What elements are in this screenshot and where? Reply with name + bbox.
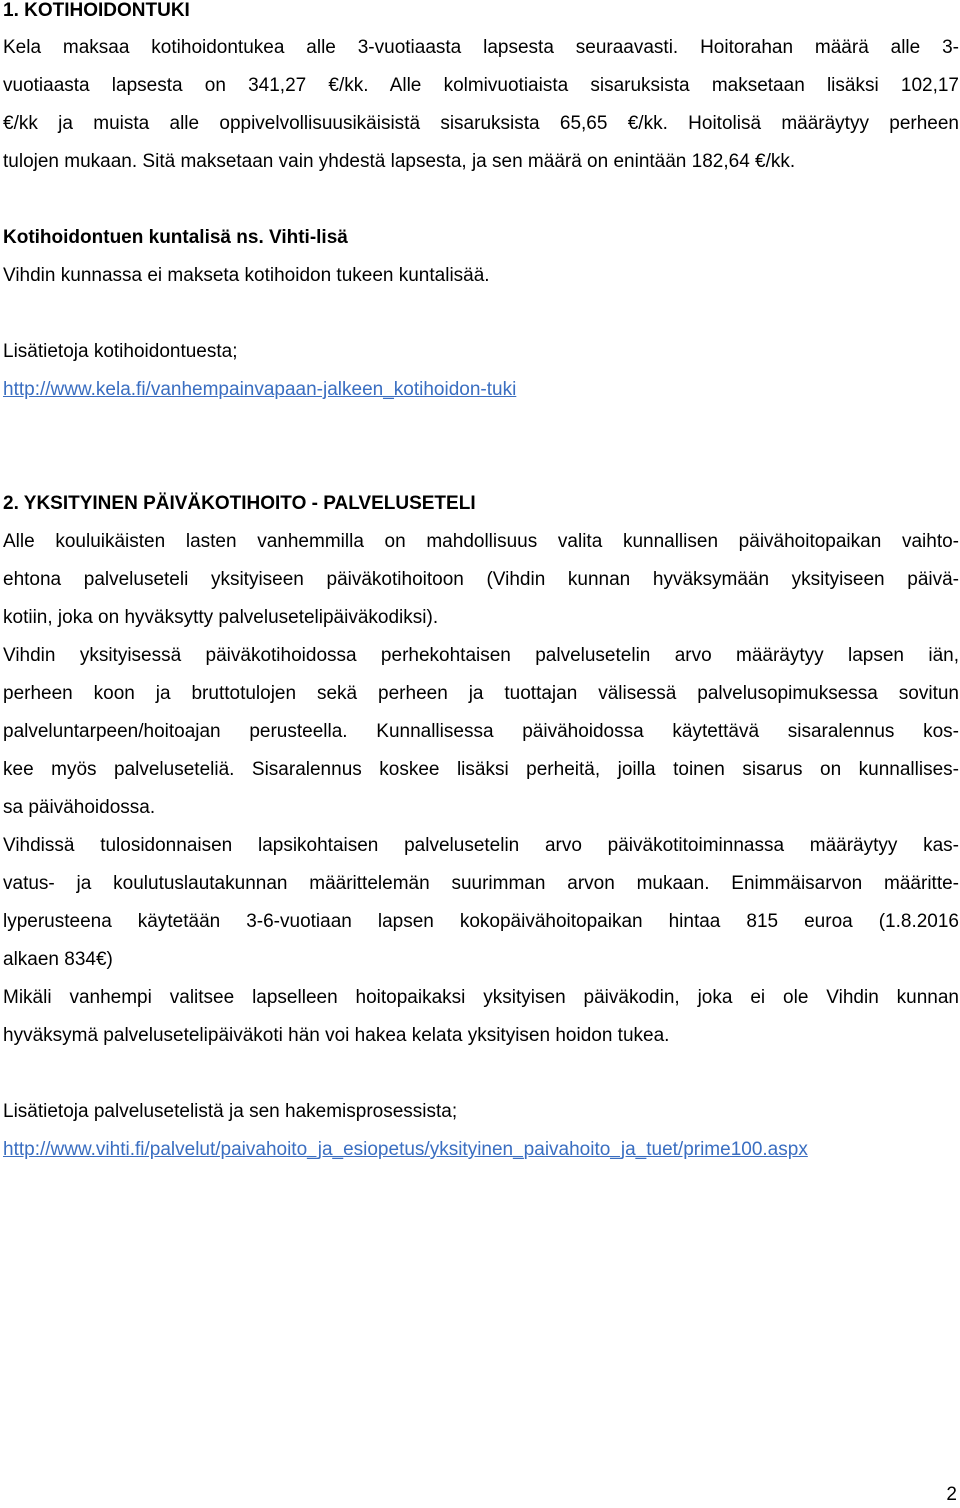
section2-heading: 2. YKSITYINEN PÄIVÄKOTIHOITO - PALVELUSETELI: [3, 493, 476, 514]
section2-line-5: perheen koon ja bruttotulojen sekä perheen ja tuottajan välisessä palvelusopimuksessa sovitun: [3, 683, 959, 704]
section2-line-7: kee myös palveluseteliä. Sisaralennus koskee lisäksi perheitä, joilla toinen sisarus on kunnallises-: [3, 759, 959, 780]
section1-line-3: €/kk ja muista alle oppivelvollisuusikäisistä sisaruksista 65,65 €/kk. Hoitolisä määräytyy perheen: [3, 113, 959, 134]
section1-line-4: tulojen mukaan. Sitä maksetaan vain yhdestä lapsesta, ja sen määrä on enintään 182,64 €/kk.: [3, 151, 796, 172]
page-number: 2: [946, 1484, 957, 1505]
section2-line-4: Vihdin yksityisessä päiväkotihoidossa perhekohtaisen palvelusetelin arvo määräytyy lapsen iän,: [3, 645, 959, 666]
kela-link[interactable]: http://www.kela.fi/vanhempainvapaan-jalkeen_kotihoidon-tuki: [3, 379, 517, 400]
section2-line-8: sa päivähoidossa.: [3, 797, 156, 818]
section2-line-1: Alle kouluikäisten lasten vanhemmilla on mahdollisuus valita kunnallisen päivähoitopaikan vaihto-: [3, 531, 959, 552]
section2-line-13: Mikäli vanhempi valitsee lapselleen hoitopaikaksi yksityisen päiväkodin, joka ei ole Vihdin kunnan: [3, 987, 959, 1008]
section2-info-label: Lisätietoja palvelusetelistä ja sen hakemisprosessista;: [3, 1101, 458, 1122]
vihti-link[interactable]: http://www.vihti.fi/palvelut/paivahoito_ja_esiopetus/yksityinen_paivahoito_ja_tuet/prime100.aspx: [3, 1139, 808, 1160]
section1-subheading: Kotihoidontuen kuntalisä ns. Vihti-lisä: [3, 227, 348, 248]
section2-line-6: palveluntarpeen/hoitoajan perusteella. Kunnallisessa päivähoidossa käytettävä sisaralennus kos-: [3, 721, 959, 742]
section2-line-14: hyväksymä palvelusetelipäiväkoti hän voi hakea kelata yksityisen hoidon tukea.: [3, 1025, 670, 1046]
section1-info-label: Lisätietoja kotihoidontuesta;: [3, 341, 238, 362]
section2-line-12: alkaen 834€): [3, 949, 113, 970]
section1-sub-text: Vihdin kunnassa ei makseta kotihoidon tukeen kuntalisää.: [3, 265, 490, 286]
section1-heading: 1. KOTIHOIDONTUKI: [3, 0, 190, 21]
section2-line-3: kotiin, joka on hyväksytty palvelusetelipäiväkodiksi).: [3, 607, 439, 628]
section2-line-11: lyperusteena käytetään 3-6-vuotiaan lapsen kokopäivähoitopaikan hintaa 815 euroa (1.8.2016: [3, 911, 959, 932]
section2-line-9: Vihdissä tulosidonnaisen lapsikohtaisen palvelusetelin arvo päiväkotitoiminnassa määräytyy kas-: [3, 835, 959, 856]
section1-line-1: Kela maksaa kotihoidontukea alle 3-vuotiaasta lapsesta seuraavasti. Hoitorahan määrä alle 3-: [3, 37, 959, 58]
section1-line-2: vuotiaasta lapsesta on 341,27 €/kk. Alle kolmivuotiaista sisaruksista maksetaan lisäksi 102,17: [3, 75, 959, 96]
section2-line-2: ehtona palveluseteli yksityiseen päiväkotihoitoon (Vihdin kunnan hyväksymään yksityiseen päivä-: [3, 569, 959, 590]
section2-line-10: vatus- ja koulutuslautakunnan määrittelemän suurimman arvon mukaan. Enimmäisarvon määritte-: [3, 873, 959, 894]
